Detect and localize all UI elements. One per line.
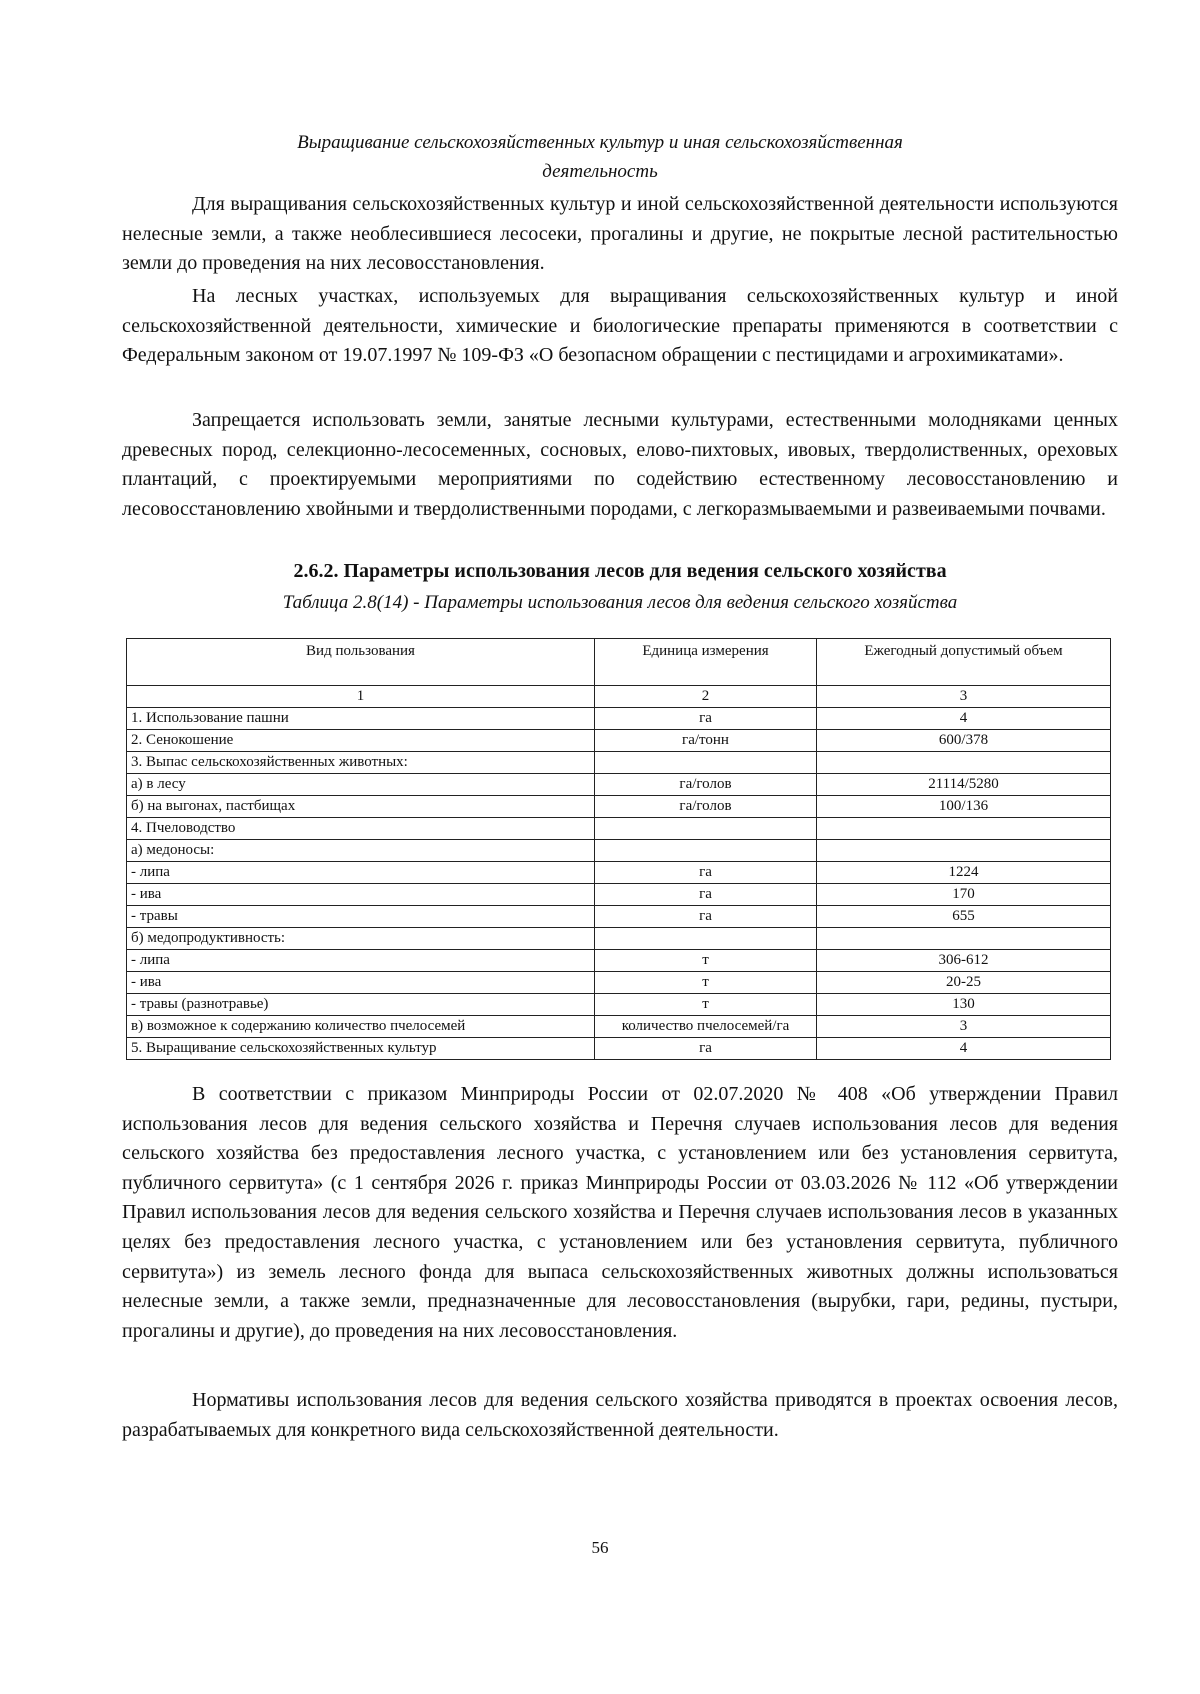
usage-cell: б) медопродуктивность: bbox=[127, 928, 595, 950]
paragraph-body: Нормативы использования лесов для ведения сельского хозяйства приводятся в проектах освоения лесов, разрабатываемых для конкретного вида сельскохозяйственной деятельности. bbox=[122, 1389, 1118, 1441]
table-row bbox=[127, 1038, 1111, 1060]
volume-cell: 130 bbox=[817, 994, 1111, 1016]
volume-cell: 170 bbox=[817, 884, 1111, 906]
paragraph-body: выращивания сельскохозяйственных культур и иной сельскохозяйственной деятельности используются нелесные земли, а также необлесившиеся лесосеки, прогалины и другие, не покрытые лесной растительностью земли до проведения на них лесовосстановления. bbox=[122, 193, 1118, 275]
unit-cell: га bbox=[595, 862, 817, 884]
table-row bbox=[127, 906, 1111, 928]
parameters-table bbox=[126, 638, 1111, 1060]
unit-cell: т bbox=[595, 994, 817, 1016]
numbering-cell: 3 bbox=[817, 686, 1111, 708]
unit-cell: количество пчелосемей/га bbox=[595, 1016, 817, 1038]
volume-cell: 4 bbox=[817, 1038, 1111, 1060]
paragraph-cultivation-lands bbox=[122, 190, 1118, 279]
numbering-cell: 2 bbox=[595, 686, 817, 708]
volume-cell: 4 bbox=[817, 708, 1111, 730]
subsection-title: 2.6.2. Параметры использования лесов для ведения сельского хозяйства bbox=[293, 560, 947, 582]
usage-cell: а) медоносы: bbox=[127, 840, 595, 862]
usage-cell: а) в лесу bbox=[127, 774, 595, 796]
usage-cell: 2. Сенокошение bbox=[127, 730, 595, 752]
table-row bbox=[127, 708, 1111, 730]
unit-cell bbox=[595, 752, 817, 774]
table-caption: Таблица 2.8(14) - Параметры использования лесов для ведения сельского хозяйства bbox=[282, 592, 958, 613]
unit-cell: га bbox=[595, 1038, 817, 1060]
volume-cell: 306-612 bbox=[817, 950, 1111, 972]
unit-cell bbox=[595, 818, 817, 840]
usage-cell: - травы bbox=[127, 906, 595, 928]
table-row bbox=[127, 752, 1111, 774]
paragraph-lead-word: Для bbox=[192, 193, 225, 215]
unit-cell: га/тонн bbox=[595, 730, 817, 752]
volume-cell: 21114/5280 bbox=[817, 774, 1111, 796]
usage-cell: - липа bbox=[127, 950, 595, 972]
table-numbering-row bbox=[127, 686, 1111, 708]
table-row bbox=[127, 862, 1111, 884]
numbering-cell: 1 bbox=[127, 686, 595, 708]
volume-cell: 600/378 bbox=[817, 730, 1111, 752]
section-heading-line-2: деятельность bbox=[542, 161, 658, 182]
paragraph-chemicals bbox=[122, 282, 1118, 371]
usage-cell: - липа bbox=[127, 862, 595, 884]
table-row bbox=[127, 972, 1111, 994]
paragraph-prohibitions bbox=[122, 406, 1118, 524]
usage-cell: 3. Выпас сельскохозяйственных животных: bbox=[127, 752, 595, 774]
volume-cell: 3 bbox=[817, 1016, 1111, 1038]
paragraph-body: В соответствии с приказом Минприроды России от 02.07.2020 № 408 «Об утверждении Правил использования лесов для ведения сельского хозяйства и Перечня случаев использования лесов для ведения сельского хозяйства без предоставления лесного участка, с установлением или без установления сервитута, публичного сервитута» (с 1 сентября 2026 г. приказ Минприроды России от 03.03.2026 № 112 «Об утверждении Правил использования лесов для ведения сельского хозяйства и Перечня случаев использования лесов в указанных целях без предоставления лесного участка, с установлением или без установления сервитута, публичного сервитута») из земель лесного фонда для выпаса сельскохозяйственных животных должны использоваться нелесные земли, а также земли, предназначенные для лесовосстановления (вырубки, гари, редины, пустыри, прогалины и другие), до проведения на них лесовосстановления. bbox=[122, 1083, 1118, 1342]
unit-cell: га/голов bbox=[595, 796, 817, 818]
usage-cell: 4. Пчеловодство bbox=[127, 818, 595, 840]
table-row bbox=[127, 730, 1111, 752]
section-heading bbox=[200, 128, 1000, 186]
paragraph-regulation-order bbox=[122, 1080, 1118, 1346]
table-row bbox=[127, 796, 1111, 818]
table-row bbox=[127, 950, 1111, 972]
unit-cell: га bbox=[595, 884, 817, 906]
volume-cell: 20-25 bbox=[817, 972, 1111, 994]
unit-cell: га bbox=[595, 906, 817, 928]
header-usage-type: Вид пользования bbox=[127, 639, 595, 686]
table-row bbox=[127, 994, 1111, 1016]
table-header-row bbox=[127, 639, 1111, 686]
unit-cell bbox=[595, 840, 817, 862]
usage-cell: 5. Выращивание сельскохозяйственных культур bbox=[127, 1038, 595, 1060]
page-number: 56 bbox=[591, 1538, 609, 1557]
header-unit: Единица измерения bbox=[595, 639, 817, 686]
usage-cell: 1. Использование пашни bbox=[127, 708, 595, 730]
usage-cell: в) возможное к содержанию количество пчелосемей bbox=[127, 1016, 595, 1038]
table-row bbox=[127, 884, 1111, 906]
table-row bbox=[127, 928, 1111, 950]
volume-cell: 1224 bbox=[817, 862, 1111, 884]
paragraph-body: На лесных участках, используемых для выращивания сельскохозяйственных культур и иной сельскохозяйственной деятельности, химические и биологические препараты применяются в соответствии с Федеральным законом от 19.07.1997 № 109-ФЗ «О безопасном обращении с пестицидами и агрохимикатами». bbox=[122, 285, 1118, 367]
unit-cell: т bbox=[595, 950, 817, 972]
paragraph-norms bbox=[122, 1386, 1118, 1445]
unit-cell: га bbox=[595, 708, 817, 730]
volume-cell bbox=[817, 928, 1111, 950]
unit-cell: т bbox=[595, 972, 817, 994]
usage-cell: - травы (разнотравье) bbox=[127, 994, 595, 1016]
header-annual-volume: Ежегодный допустимый объем bbox=[817, 639, 1111, 686]
usage-cell: - ива bbox=[127, 884, 595, 906]
usage-cell: б) на выгонах, пастбищах bbox=[127, 796, 595, 818]
volume-cell: 655 bbox=[817, 906, 1111, 928]
section-heading-line-1: Выращивание сельскохозяйственных культур и иная сельскохозяйственная bbox=[297, 132, 903, 153]
unit-cell bbox=[595, 928, 817, 950]
paragraph-body: Запрещается использовать земли, занятые лесными культурами, естественными молодняками ценных древесных пород, селекционно-лесосеменных, сосновых, елово-пихтовых, ивовых, твердолиственных, ореховых плантаций, с проектируемыми мероприятиями по содействию естественному лесовосстановлению и лесовосстановлению хвойными и твердолиственными породами, с легкоразмываемыми и развеиваемыми почвами. bbox=[122, 409, 1118, 520]
unit-cell: га/голов bbox=[595, 774, 817, 796]
table-row bbox=[127, 1016, 1111, 1038]
volume-cell bbox=[817, 818, 1111, 840]
volume-cell bbox=[817, 840, 1111, 862]
usage-cell: - ива bbox=[127, 972, 595, 994]
table-row bbox=[127, 774, 1111, 796]
volume-cell bbox=[817, 752, 1111, 774]
table-row bbox=[127, 840, 1111, 862]
volume-cell: 100/136 bbox=[817, 796, 1111, 818]
table-row bbox=[127, 818, 1111, 840]
